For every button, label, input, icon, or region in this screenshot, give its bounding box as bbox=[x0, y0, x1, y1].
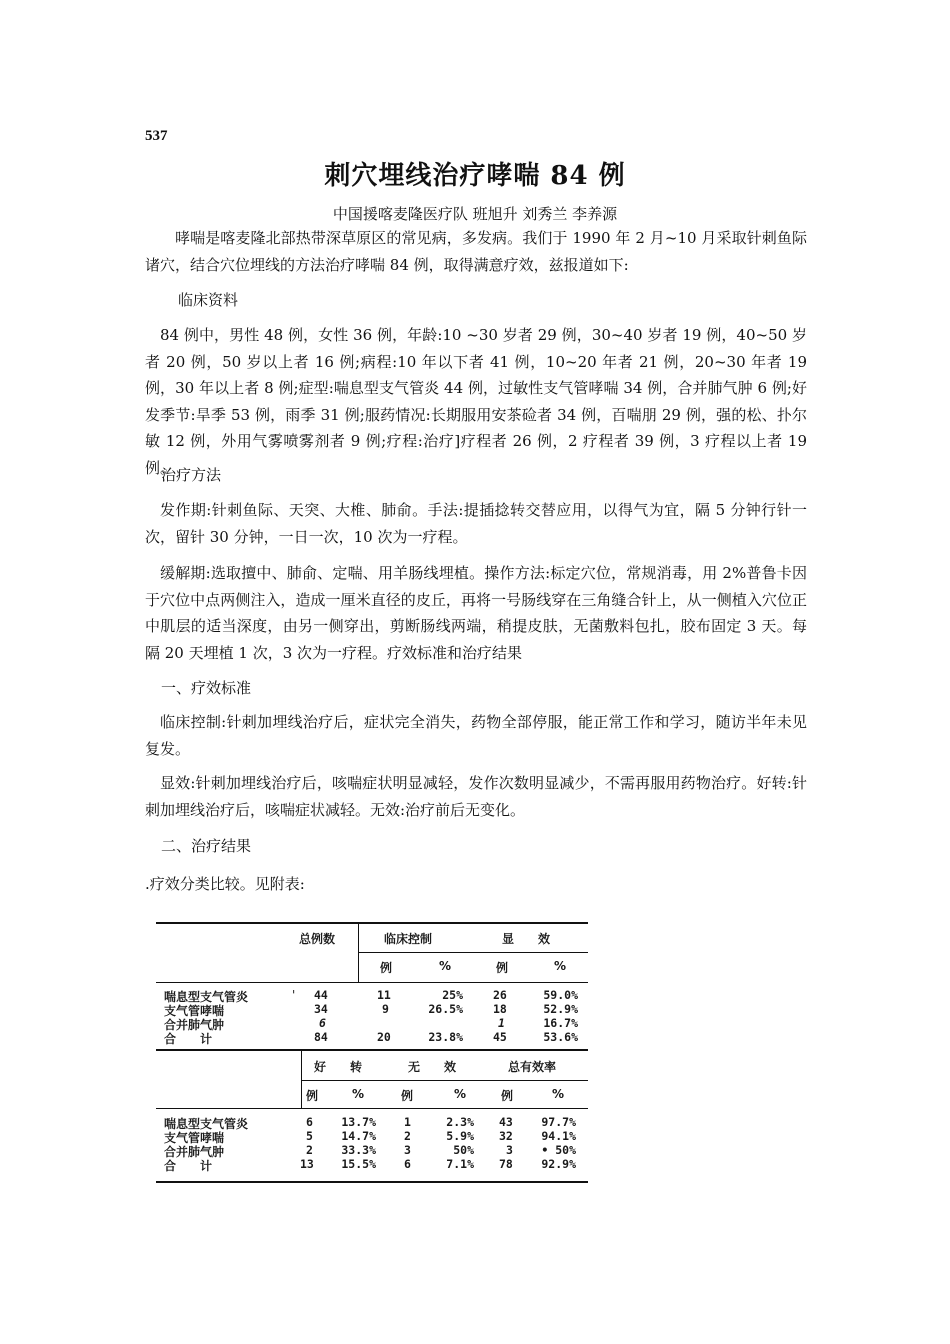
cell-improved-p: 33.3% bbox=[341, 1143, 376, 1157]
cell-total: 44 bbox=[314, 988, 328, 1002]
cell-control-n: 11 bbox=[377, 988, 391, 1002]
cell-improved-n: 5 bbox=[306, 1129, 313, 1143]
heading-method: 治疗方法 bbox=[161, 466, 222, 484]
row-label: 喘息型支气管炎 bbox=[164, 990, 249, 1004]
table-rule bbox=[156, 982, 588, 983]
criteria-control-paragraph: 临床控制:针刺加埋线治疗后，症状完全消失，药物全部停服，能正常工作和学习，随访半年未见复发。 bbox=[145, 713, 807, 758]
row-label: 合 计 bbox=[164, 1159, 213, 1173]
cell-control-n: 9 bbox=[382, 1002, 389, 1016]
article-title: 刺穴埋线治疗哮喘 84 例 bbox=[324, 161, 626, 191]
method-relief-paragraph: 缓解期:选取擅中、肺俞、定喘、用羊肠线埋植。操作方法:标定穴位，常规消毒，用 2%普鲁卡因于穴位中点两侧注入，造成一厘米直径的皮丘，再将一号肠线穿在三角缝合针上，从一侧植入穴位正中肌层的适当深度，由另一侧穿出，剪断肠线两端，稍提皮肤，无菌敷料包扎，胶布固定 3 天。每隔 20 天埋植 1 次，3 次为一疗程。疗效标准和治疗结果 bbox=[145, 564, 807, 662]
cell-control-p: 25% bbox=[442, 988, 463, 1002]
heading-results: 二、治疗结果 bbox=[161, 837, 252, 855]
cell-marked-n: 45 bbox=[493, 1030, 507, 1044]
sub-cases: 例 bbox=[401, 1089, 414, 1103]
heading-criteria: 一、疗效标准 bbox=[161, 679, 252, 697]
cell-marked-n: 1 bbox=[498, 1016, 505, 1030]
row-label: 合 计 bbox=[164, 1032, 213, 1046]
cell-overall-n: 78 bbox=[499, 1157, 513, 1171]
cell-marked-p: 16.7% bbox=[543, 1016, 578, 1030]
sub-pct: % bbox=[554, 959, 567, 973]
cell-total: 84 bbox=[314, 1030, 328, 1044]
header-control: 临床控制 bbox=[384, 932, 433, 946]
sub-pct: % bbox=[454, 1087, 467, 1101]
cell-overall-p: 97.7% bbox=[541, 1115, 576, 1129]
cell-none-p: 50% bbox=[453, 1143, 474, 1157]
table-top-rule bbox=[156, 922, 588, 924]
heading-clinical: 临床资料 bbox=[178, 291, 239, 309]
header-none: 无 效 bbox=[408, 1060, 457, 1074]
cell-marked-n: 18 bbox=[493, 1002, 507, 1016]
cell-overall-n: 3 bbox=[506, 1143, 513, 1157]
cell-marked-n: 26 bbox=[493, 988, 507, 1002]
table-bottom-rule bbox=[156, 1181, 588, 1183]
sub-pct: % bbox=[352, 1087, 365, 1101]
cell-none-n: 2 bbox=[404, 1129, 411, 1143]
cell-none-n: 3 bbox=[404, 1143, 411, 1157]
sub-cases: 例 bbox=[496, 961, 509, 975]
cell-overall-p: 94.1% bbox=[541, 1129, 576, 1143]
header-improved: 好 转 bbox=[314, 1060, 363, 1074]
row-label: 合并肺气肿 bbox=[164, 1018, 225, 1032]
cell-overall-p: • 50% bbox=[541, 1143, 576, 1157]
page-number: 537 bbox=[145, 128, 168, 144]
authors-line: 中国援喀麦隆医疗队 班旭升 刘秀兰 李养源 bbox=[332, 205, 618, 223]
results-table bbox=[156, 922, 588, 1184]
table-vrule bbox=[301, 1051, 302, 1108]
cell-marked-p: 52.9% bbox=[543, 1002, 578, 1016]
table-mid-rule bbox=[156, 1049, 588, 1051]
cell-improved-p: 15.5% bbox=[341, 1157, 376, 1171]
cell-none-p: 7.1% bbox=[446, 1157, 474, 1171]
row-label: 合并肺气肿 bbox=[164, 1145, 225, 1159]
cell-improved-n: 2 bbox=[306, 1143, 313, 1157]
sub-cases: 例 bbox=[501, 1089, 514, 1103]
sub-pct: % bbox=[439, 959, 452, 973]
cell-improved-p: 14.7% bbox=[341, 1129, 376, 1143]
criteria-effective-paragraph: 显效:针刺加埋线治疗后，咳喘症状明显减轻，发作次数明显减少，不需再服用药物治疗。好转:针刺加埋线治疗后，咳喘症状减轻。无效:治疗前后无变化。 bbox=[145, 774, 807, 819]
cell-control-p: 26.5% bbox=[428, 1002, 463, 1016]
cell-none-p: 5.9% bbox=[446, 1129, 474, 1143]
cell-control-n: 20 bbox=[377, 1030, 391, 1044]
cell-overall-n: 43 bbox=[499, 1115, 513, 1129]
clinical-paragraph: 84 例中，男性 48 例，女性 36 例，年龄:10 ~30 岁者 29 例，30~40 岁者 19 例，40~50 岁者 20 例，50 岁以上者 16 例;病程:10 年以下者 41 例，10~20 年者 21 例，20~30 年者 19 例，30 年以上者 8 例;症型:喘息型支气管炎 44 例，过敏性支气管哮喘 34 例，合并肺气肿 6 例;好发季节:旱季 53 例，雨季 31 例;服药情况:长期服用安茶硷者 34 例，百喘朋 29 例，强的松、扑尔敏 12 例，外用气雾喷雾剂者 9 例;疗程:治疗]疗程者 26 例，2 疗程者 39 例，3 疗程以上者 19 例。 bbox=[145, 326, 807, 477]
table-rule bbox=[358, 952, 588, 953]
stray-mark: ' bbox=[292, 988, 296, 1002]
table-rule bbox=[156, 1108, 588, 1109]
row-label: 支气管哮喘 bbox=[164, 1004, 225, 1018]
cell-improved-n: 6 bbox=[306, 1115, 313, 1129]
sub-cases: 例 bbox=[380, 961, 393, 975]
cell-none-n: 1 bbox=[404, 1115, 411, 1129]
cell-total: 34 bbox=[314, 1002, 328, 1016]
cell-marked-p: 53.6% bbox=[543, 1030, 578, 1044]
header-overall: 总有效率 bbox=[508, 1060, 557, 1074]
method-attack-paragraph: 发作期:针刺鱼际、天突、大椎、肺俞。手法:提插捻转交替应用，以得气为宜，隔 5 分钟行针一次，留针 30 分钟，一日一次，10 次为一疗程。 bbox=[145, 501, 807, 546]
table-vrule bbox=[358, 924, 359, 982]
sub-cases: 例 bbox=[306, 1089, 319, 1103]
cell-control-p: 23.8% bbox=[428, 1030, 463, 1044]
table-rule bbox=[301, 1080, 588, 1081]
header-marked: 显 效 bbox=[502, 932, 551, 946]
cell-improved-p: 13.7% bbox=[341, 1115, 376, 1129]
cell-total: 6 bbox=[319, 1016, 326, 1030]
cell-marked-p: 59.0% bbox=[543, 988, 578, 1002]
cell-overall-p: 92.9% bbox=[541, 1157, 576, 1171]
cell-overall-n: 32 bbox=[499, 1129, 513, 1143]
row-label: 支气管哮喘 bbox=[164, 1131, 225, 1145]
results-paragraph: .疗效分类比较。见附表: bbox=[145, 875, 305, 893]
header-total: 总例数 bbox=[299, 932, 336, 946]
row-label: 喘息型支气管炎 bbox=[164, 1117, 249, 1131]
cell-none-p: 2.3% bbox=[446, 1115, 474, 1129]
sub-pct: % bbox=[552, 1087, 565, 1101]
cell-none-n: 6 bbox=[404, 1157, 411, 1171]
intro-paragraph: 哮喘是喀麦隆北部热带深草原区的常见病，多发病。我们于 1990 年 2 月~10 月采取针刺鱼际诸穴，结合穴位埋线的方法治疗哮喘 84 例，取得满意疗效，兹报道如下: bbox=[145, 229, 807, 274]
cell-improved-n: 13 bbox=[300, 1157, 314, 1171]
